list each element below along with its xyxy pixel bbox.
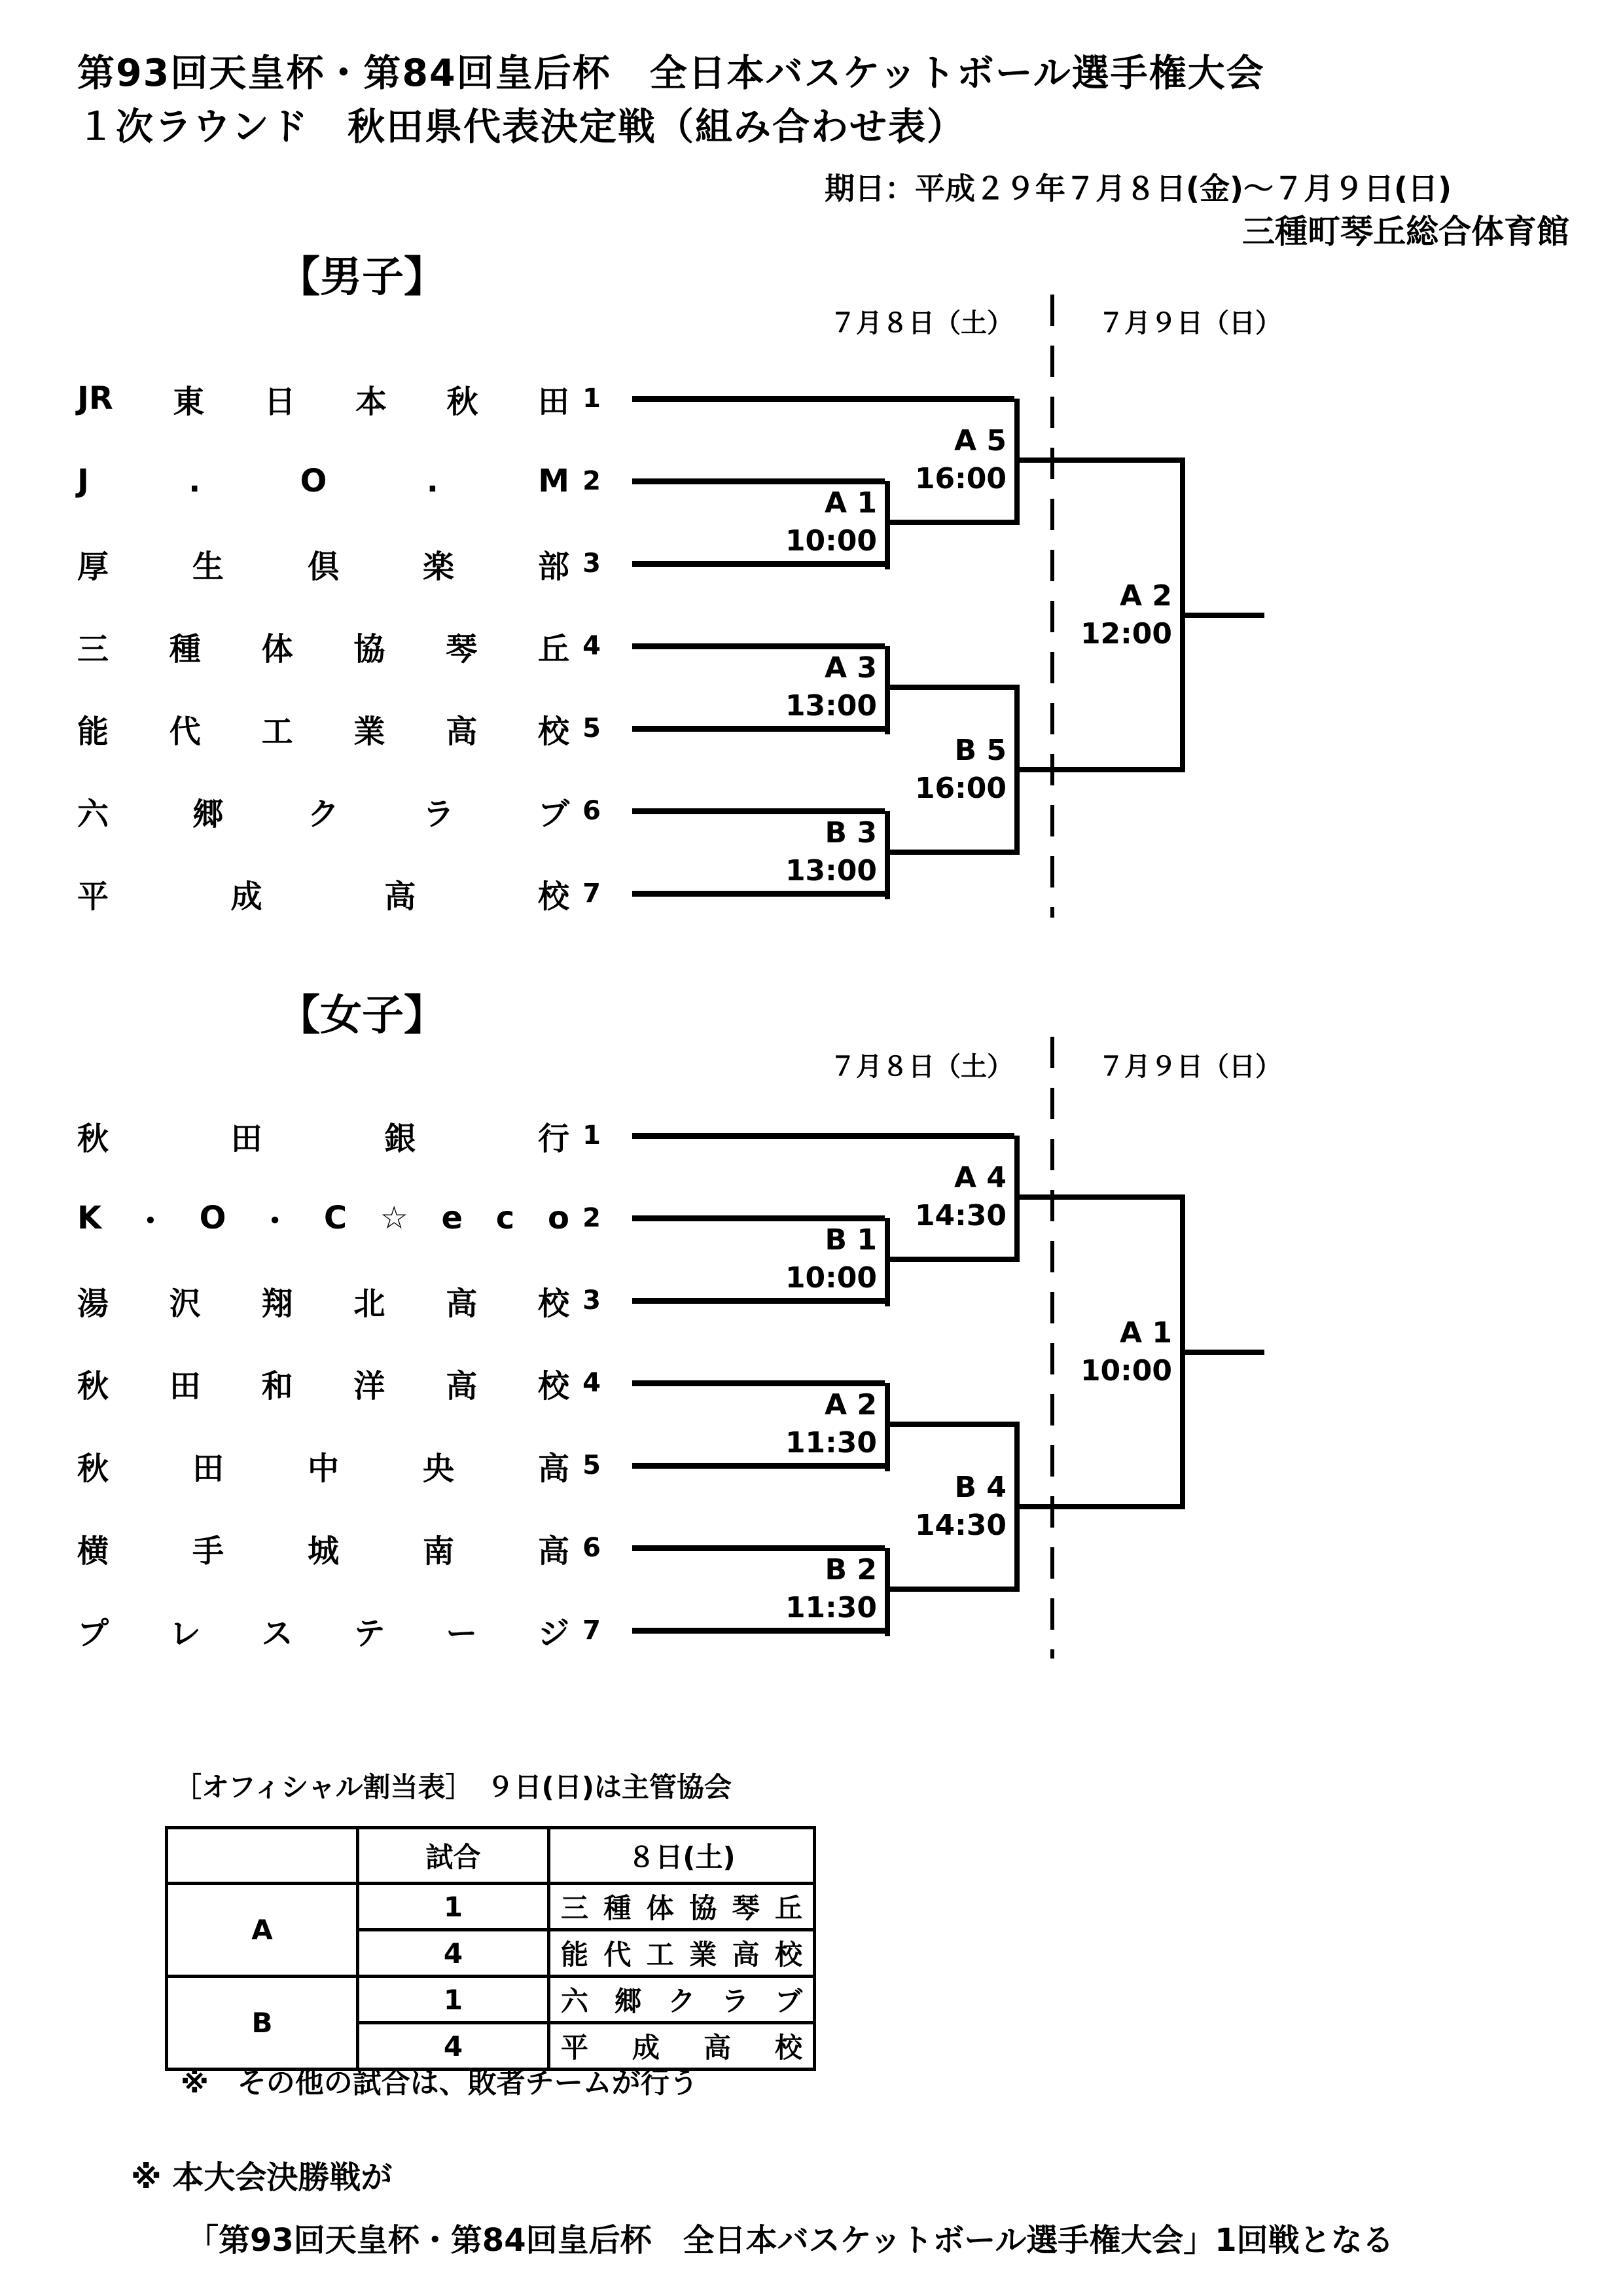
match-time: 12:00	[1080, 617, 1172, 651]
note-final-line1: ※ 本大会決勝戦が	[131, 2159, 393, 2196]
team-name: 横 手 城 南 高	[77, 1532, 569, 1570]
venue: 三種町琴丘総合体育館	[1242, 213, 1569, 251]
officials-group-a: A	[167, 1884, 358, 1977]
team-name: 六 郷 ク ラ ブ	[77, 795, 569, 833]
match-name: B 3	[825, 816, 877, 850]
match-name: B 4	[954, 1471, 1007, 1504]
bracket-line	[632, 891, 885, 897]
team-name: 三 種 体 協 琴 丘	[77, 630, 569, 668]
officials-corner-cell	[167, 1828, 358, 1884]
bracket-line	[885, 1257, 1014, 1262]
team-seed: 6	[582, 1533, 601, 1563]
team-seed: 6	[582, 796, 601, 826]
section-label-women: 【女子】	[278, 992, 446, 1040]
match-label-B5	[830, 732, 1007, 808]
bracket-line	[1014, 1504, 1180, 1509]
match-name: A 2	[1120, 579, 1172, 613]
team-seed: 7	[582, 878, 601, 908]
match-time: 10:00	[785, 1261, 877, 1295]
match-time: 13:00	[785, 854, 877, 888]
team-seed: 3	[582, 548, 601, 579]
team-seed: 2	[582, 1203, 601, 1233]
team-name: 秋 田 銀 行	[77, 1120, 569, 1157]
match-name: A 1	[825, 486, 877, 520]
women-day1-label: ７月８日（土）	[830, 1052, 1013, 1082]
match-label-A3	[700, 649, 877, 725]
match-label-B3	[700, 814, 877, 890]
men-day1-label: ７月８日（土）	[830, 308, 1013, 338]
team-seed: 5	[582, 1450, 601, 1480]
match-time: 16:00	[914, 462, 1007, 495]
bracket-line	[632, 808, 885, 814]
team-name: 湯 沢 翔 北 高 校	[77, 1285, 569, 1322]
team-name: プ レ ス テ ー ジ	[77, 1615, 569, 1652]
match-time: 10:00	[785, 524, 877, 558]
bracket-line	[885, 1383, 890, 1471]
bracket-line	[1014, 457, 1180, 463]
officials-game-cell: 1	[358, 1884, 549, 1930]
officials-team-cell: 平 成 高 校	[549, 2023, 815, 2070]
note-other-games: ※ その他の試合は、敗者チームが行う	[181, 2066, 698, 2100]
team-name: K ・ O ・ C ☆ e c o	[77, 1200, 569, 1240]
team-name: 厚 生 倶 楽 部	[77, 548, 569, 585]
bracket-line	[632, 643, 885, 649]
officials-game-cell: 4	[358, 1930, 549, 1977]
bracket-line	[1014, 1194, 1180, 1200]
men-day2-label: ７月９日（日）	[1098, 308, 1281, 338]
team-seed: 1	[582, 1121, 601, 1151]
match-name: A 2	[825, 1388, 877, 1422]
match-name: B 1	[825, 1223, 877, 1257]
match-name: A 5	[954, 424, 1007, 457]
match-label-A4	[830, 1159, 1007, 1235]
match-name: B 2	[825, 1553, 877, 1587]
team-seed: 4	[582, 631, 601, 661]
match-label-A2	[700, 1386, 877, 1462]
bracket-line	[1180, 613, 1264, 618]
bracket-line	[885, 685, 1014, 690]
officials-table	[165, 1826, 816, 2071]
team-name: 秋 田 中 央 高	[77, 1450, 569, 1487]
match-name: A 4	[954, 1161, 1007, 1194]
bracket-line	[1014, 767, 1180, 772]
bracket-line	[632, 1545, 885, 1551]
match-time: 13:00	[785, 689, 877, 723]
bracket-line	[885, 520, 1014, 525]
bracket-line	[632, 1463, 885, 1469]
officials-team-cell: 三 種 体 協 琴 丘	[549, 1884, 815, 1930]
team-name: J . O . M	[77, 463, 569, 499]
bracket-line	[885, 1587, 1014, 1592]
bracket-line	[632, 396, 1014, 402]
bracket-line	[632, 726, 885, 732]
team-seed: 5	[582, 713, 601, 744]
bracket-line	[632, 561, 885, 567]
match-label-A2-final	[995, 577, 1172, 653]
team-name: 平 成 高 校	[77, 878, 569, 915]
team-seed: 1	[582, 384, 601, 414]
bracket-line	[1180, 1350, 1264, 1355]
match-label-B4	[830, 1469, 1007, 1545]
match-time: 10:00	[1080, 1354, 1172, 1388]
team-seed: 2	[582, 466, 601, 496]
officials-group-b: B	[167, 1977, 358, 2070]
officials-game-cell: 4	[358, 2023, 549, 2070]
team-seed: 4	[582, 1368, 601, 1398]
match-label-A5	[830, 422, 1007, 498]
match-time: 14:30	[914, 1199, 1007, 1232]
officials-team-cell: 能 代 工 業 高 校	[549, 1930, 815, 1977]
team-name: JR 東 日 本 秋 田	[77, 380, 569, 420]
officials-team-cell: 六 郷 ク ラ ブ	[549, 1977, 815, 2023]
match-label-B2	[700, 1551, 877, 1627]
match-name: A 3	[825, 651, 877, 685]
bracket-line	[632, 1298, 885, 1304]
match-label-A1-final	[995, 1314, 1172, 1390]
match-name: A 1	[1120, 1316, 1172, 1350]
officials-game-cell: 1	[358, 1977, 549, 2023]
bracket-line	[885, 646, 890, 734]
bracket-line	[885, 850, 1014, 855]
bracket-line	[632, 1133, 1014, 1139]
bracket-line	[632, 1628, 885, 1634]
match-time: 11:30	[785, 1591, 877, 1624]
bracket-line	[885, 811, 890, 899]
event-dates: 期日：平成２９年７月８日(金)～７月９日(日)	[825, 171, 1452, 206]
officials-heading: ［オフィシャル割当表］ ９日(日)は主管協会	[174, 1771, 732, 1803]
match-name: B 5	[954, 734, 1007, 767]
team-seed: 3	[582, 1285, 601, 1316]
note-final-line2: 「第93回天皇杯・第84回皇后杯 全日本バスケットボール選手権大会」1回戦となる	[187, 2222, 1394, 2259]
page-subtitle: １次ラウンド 秋田県代表決定戦（組み合わせ表）	[77, 105, 965, 149]
women-day2-label: ７月９日（日）	[1098, 1052, 1281, 1082]
section-label-men: 【男子】	[278, 253, 446, 302]
team-seed: 7	[582, 1615, 601, 1645]
bracket-line	[632, 1380, 885, 1386]
page-title: 第93回天皇杯・第84回皇后杯 全日本バスケットボール選手権大会	[77, 52, 1265, 95]
team-name: 能 代 工 業 高 校	[77, 713, 569, 750]
match-time: 16:00	[914, 772, 1007, 805]
bracket-line	[885, 1422, 1014, 1427]
officials-col-day: ８日(土)	[549, 1828, 815, 1884]
bracket-line	[885, 1548, 890, 1636]
officials-col-game: 試合	[358, 1828, 549, 1884]
team-name: 秋 田 和 洋 高 校	[77, 1367, 569, 1405]
match-time: 14:30	[914, 1509, 1007, 1542]
match-time: 11:30	[785, 1426, 877, 1460]
